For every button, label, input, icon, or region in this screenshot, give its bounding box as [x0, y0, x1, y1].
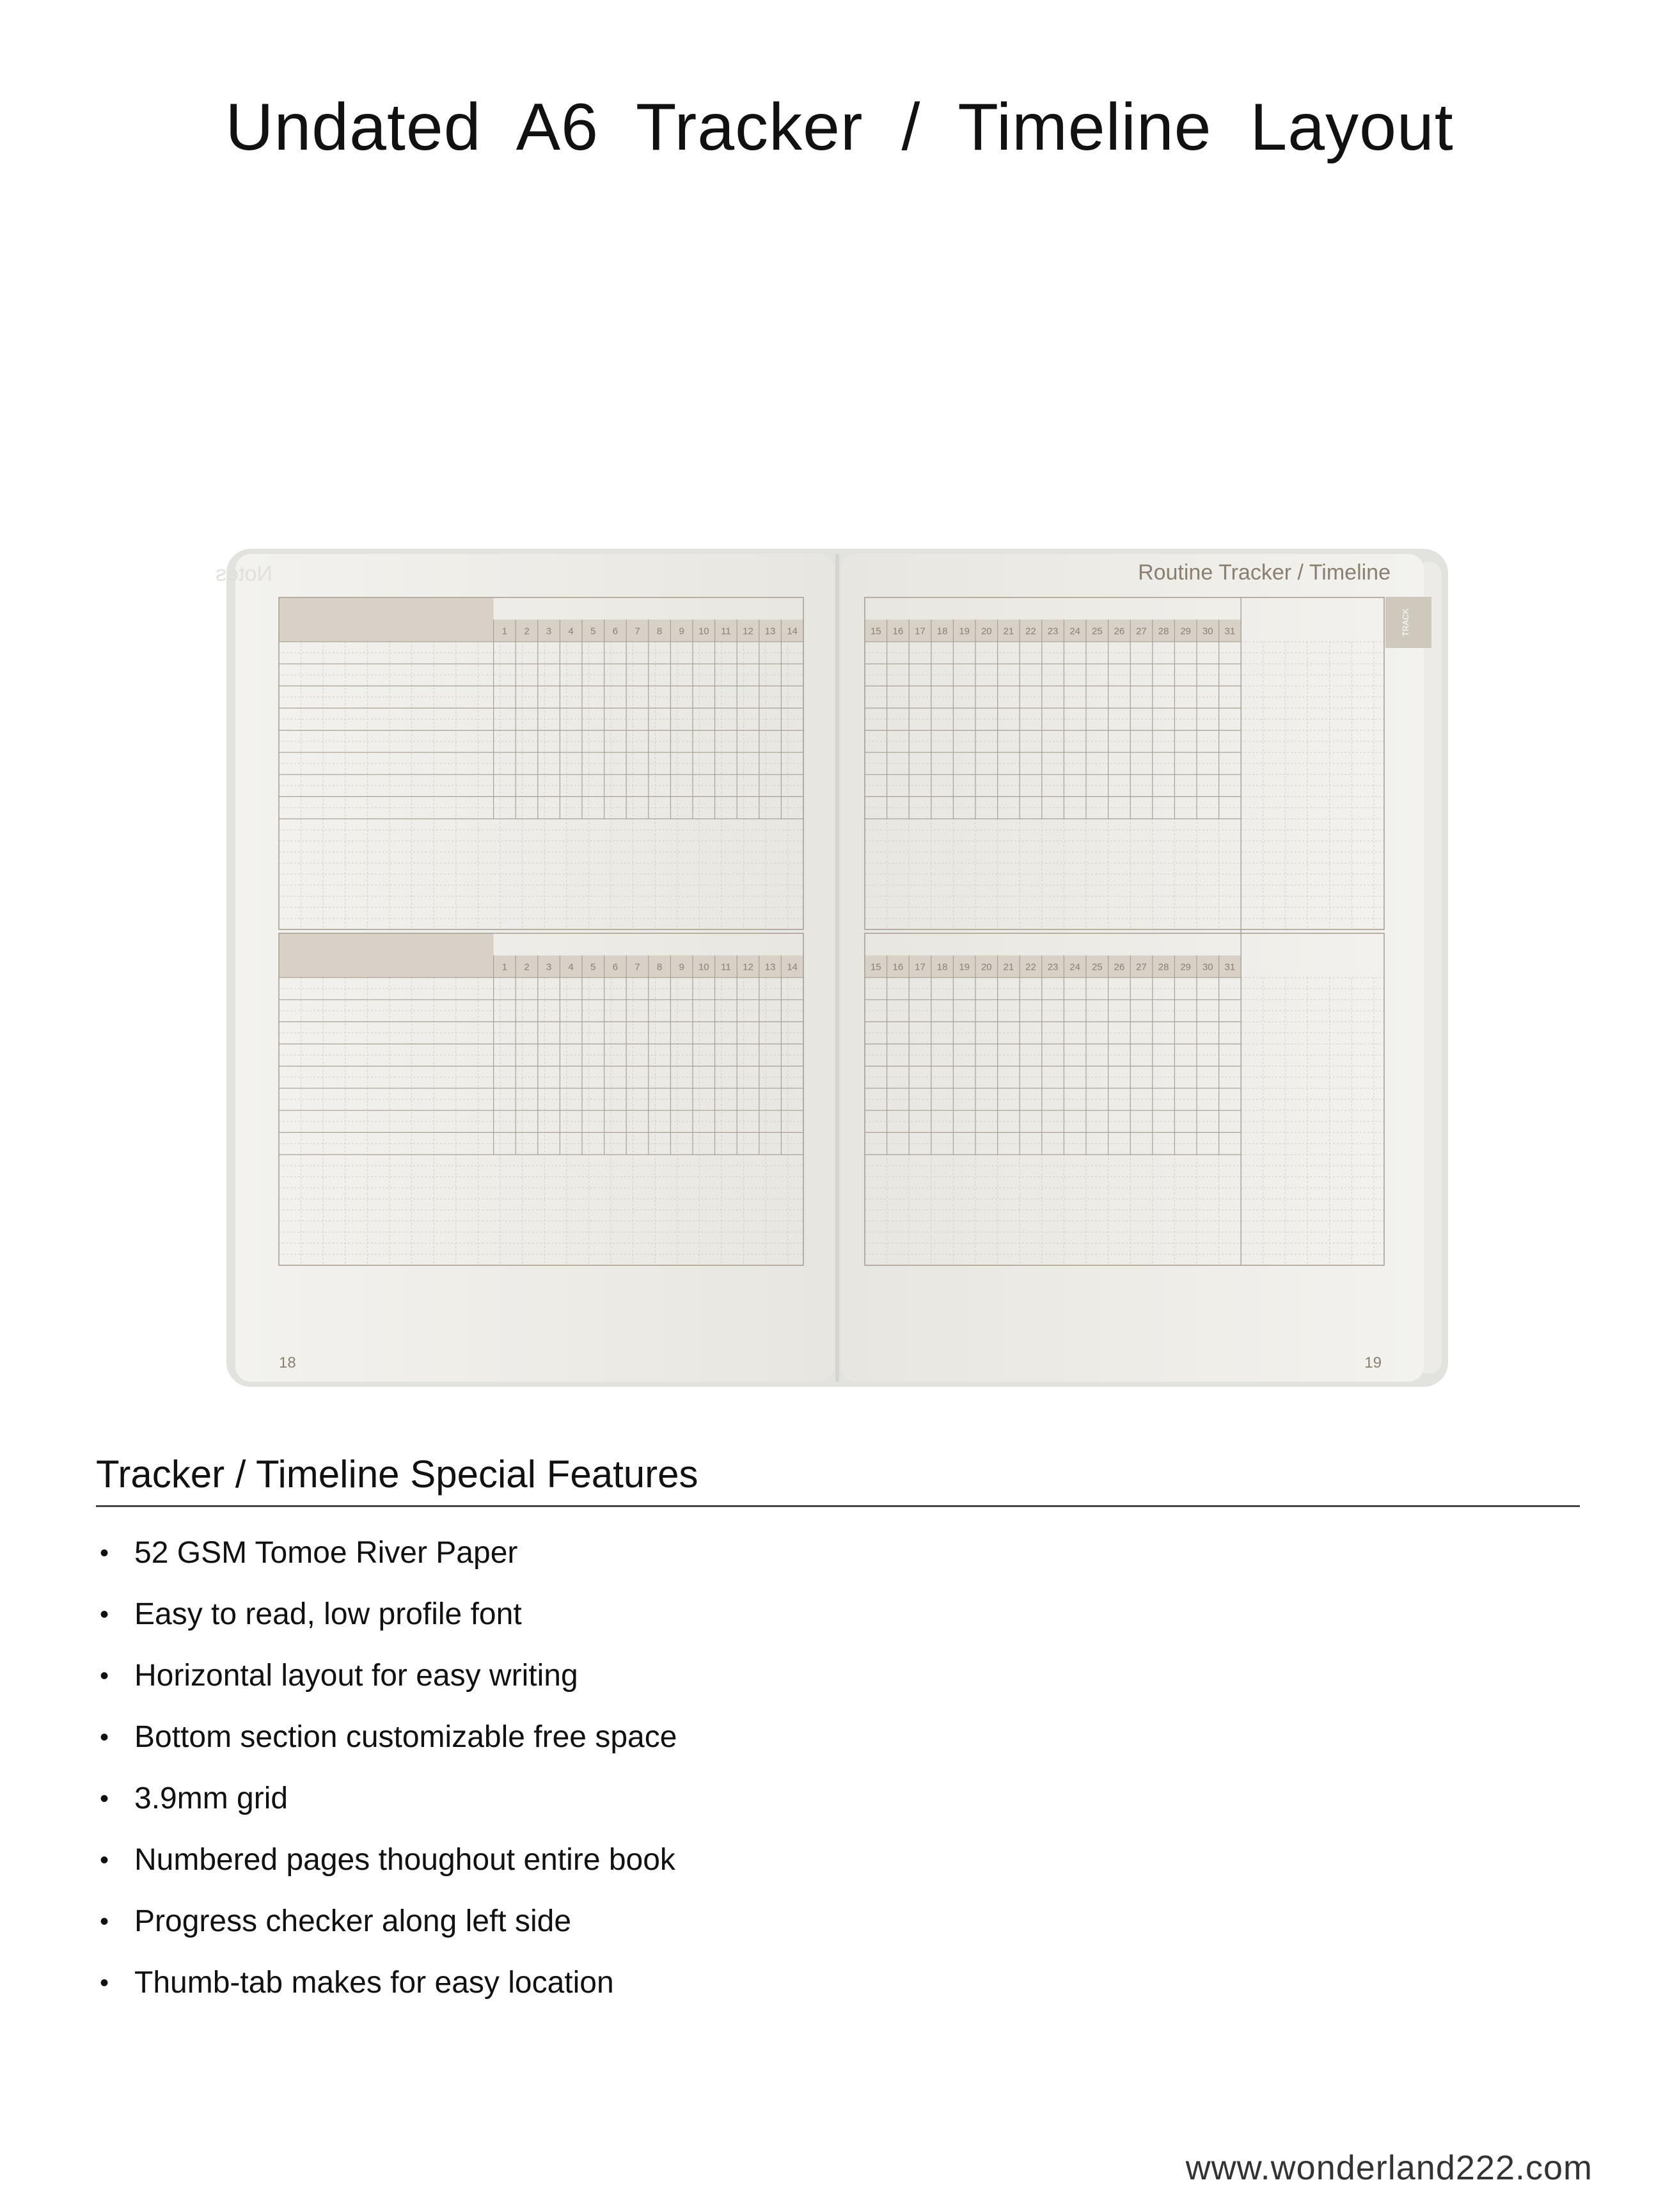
day-number: 1	[501, 961, 508, 973]
day-number: 11	[721, 626, 731, 637]
day-number: 29	[1180, 626, 1192, 637]
day-number: 31	[1224, 626, 1236, 637]
day-number: 12	[743, 961, 753, 973]
day-number: 10	[698, 626, 709, 637]
feature-item: • Bottom section customizable free space	[96, 1707, 1580, 1768]
day-number: 23	[1047, 626, 1059, 637]
day-number: 8	[656, 961, 663, 973]
day-number: 24	[1069, 626, 1081, 637]
right-page-header: Routine Tracker / Timeline	[1138, 560, 1391, 585]
day-number: 8	[656, 626, 663, 637]
day-number: 2	[524, 626, 530, 637]
day-number: 10	[698, 961, 709, 973]
thumb-tab	[1385, 597, 1431, 648]
day-number: 27	[1136, 961, 1147, 973]
day-number: 18	[936, 961, 948, 973]
feature-item: • 52 GSM Tomoe River Paper	[96, 1522, 1580, 1584]
left-page-header: Notes	[216, 562, 272, 586]
day-number: 1	[501, 626, 508, 637]
feature-item: • Progress checker along left side	[96, 1891, 1580, 1952]
feature-item: • Numbered pages thoughout entire book	[96, 1829, 1580, 1891]
thumb-tab-label: TRACK	[1401, 608, 1410, 637]
day-number: 22	[1025, 626, 1036, 637]
notebook-spread	[216, 549, 1448, 1387]
day-number: 25	[1091, 961, 1103, 973]
feature-item: • 3.9mm grid	[96, 1768, 1580, 1829]
day-number: 7	[635, 961, 640, 973]
day-number: 25	[1091, 626, 1103, 637]
day-number: 19	[959, 626, 970, 637]
day-number: 9	[679, 626, 684, 637]
day-number: 13	[764, 961, 776, 973]
features-list	[96, 1522, 1580, 2014]
day-number: 9	[679, 961, 684, 973]
left-page-number: 18	[279, 1354, 296, 1371]
day-number: 18	[936, 626, 948, 637]
day-number: 20	[981, 626, 992, 637]
day-number: 26	[1114, 961, 1125, 973]
day-number: 17	[915, 961, 926, 973]
feature-item: • Easy to read, low profile font	[96, 1584, 1580, 1645]
day-number: 6	[612, 961, 619, 973]
day-number: 15	[870, 961, 881, 973]
day-number: 24	[1069, 961, 1081, 973]
day-number: 28	[1158, 961, 1169, 973]
feature-item: • Horizontal layout for easy writing	[96, 1645, 1580, 1707]
day-number: 21	[1003, 961, 1014, 973]
day-number: 5	[590, 961, 596, 973]
page-title: Undated A6 Tracker / Timeline Layout	[225, 90, 1454, 164]
day-number: 4	[568, 626, 574, 637]
day-number: 26	[1114, 626, 1125, 637]
day-number: 27	[1136, 626, 1147, 637]
day-number: 21	[1003, 626, 1014, 637]
day-number: 2	[524, 961, 530, 973]
day-number: 29	[1180, 961, 1192, 973]
day-number: 30	[1202, 626, 1213, 637]
day-number: 23	[1047, 961, 1059, 973]
day-number: 5	[590, 626, 596, 637]
day-number: 30	[1202, 961, 1213, 973]
features-section	[96, 1452, 1580, 2014]
day-number: 14	[787, 961, 798, 973]
day-number: 3	[546, 626, 552, 637]
header-label-band	[279, 933, 494, 977]
day-number: 15	[870, 626, 881, 637]
day-number: 4	[568, 961, 574, 973]
feature-item: • Thumb-tab makes for easy location	[96, 1952, 1580, 2014]
notebook-illustration	[216, 549, 1448, 1387]
day-number: 16	[892, 961, 904, 973]
day-number: 11	[721, 961, 731, 973]
right-page-number: 19	[1364, 1354, 1382, 1371]
day-number: 3	[546, 961, 552, 973]
header-label-band	[279, 597, 494, 642]
day-number: 6	[612, 626, 619, 637]
features-heading: Tracker / Timeline Special Features	[96, 1452, 1580, 1507]
day-number: 12	[743, 626, 753, 637]
day-number: 20	[981, 961, 992, 973]
day-number: 31	[1224, 961, 1236, 973]
day-number: 7	[635, 626, 640, 637]
day-number: 13	[764, 626, 776, 637]
day-number: 17	[915, 626, 926, 637]
day-number: 16	[892, 626, 904, 637]
day-number: 28	[1158, 626, 1169, 637]
day-number: 19	[959, 961, 970, 973]
day-number: 14	[787, 626, 798, 637]
day-number: 22	[1025, 961, 1036, 973]
website-url: www.wonderland222.com	[1185, 2149, 1593, 2187]
